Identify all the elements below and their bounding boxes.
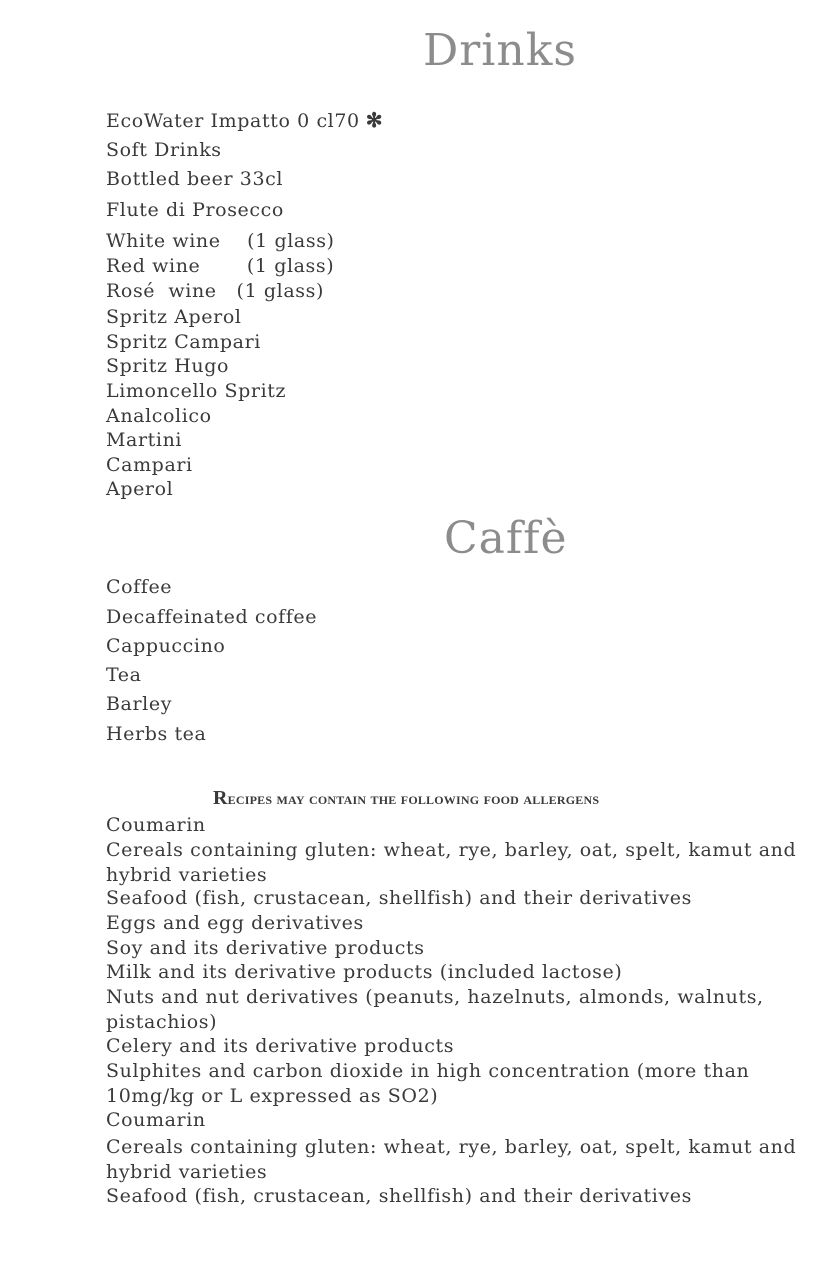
- drink-item: Campari: [106, 454, 193, 476]
- drink-item: Bottled beer 33cl: [106, 168, 284, 190]
- drink-item: Spritz Hugo: [106, 355, 230, 377]
- allergen-item: Sulphites and carbon dioxide in high concentration (more than 10mg/kg or L expressed as SO2): [106, 1060, 750, 1107]
- caffe-item: Decaffeinated coffee: [106, 606, 318, 628]
- allergen-item: Coumarin: [106, 814, 206, 836]
- allergens-heading-rest: ecipes may contain the following food allergens: [227, 789, 600, 808]
- drink-item: [106, 108, 383, 133]
- drink-item: Martini: [106, 429, 183, 451]
- caffe-item: Coffee: [106, 576, 173, 598]
- caffe-item: Herbs tea: [106, 723, 207, 745]
- caffe-item: Tea: [106, 664, 142, 686]
- drink-item: Soft Drinks: [106, 139, 222, 161]
- allergen-item: Milk and its derivative products (included lactose): [106, 961, 623, 983]
- allergen-item: Seafood (fish, crustacean, shellfish) and their derivatives: [106, 887, 692, 909]
- allergen-item: Celery and its derivative products: [106, 1035, 455, 1057]
- asterisk-icon: ✻: [365, 108, 384, 132]
- allergen-item: Eggs and egg derivatives: [106, 912, 364, 934]
- drink-item: Aperol: [106, 478, 174, 500]
- allergen-item: Cereals containing gluten: wheat, rye, barley, oat, spelt, kamut and hybrid varieties: [106, 839, 797, 886]
- caffe-section-title: Caffè: [444, 513, 568, 564]
- allergen-item: Coumarin: [106, 1109, 206, 1131]
- drink-item: Rosé wine (1 glass): [106, 280, 324, 302]
- caffe-item: Barley: [106, 693, 173, 715]
- allergen-item: Nuts and nut derivatives (peanuts, hazelnuts, almonds, walnuts, pistachios): [106, 986, 764, 1033]
- allergen-item: Cereals containing gluten: wheat, rye, barley, oat, spelt, kamut and hybrid varieties: [106, 1136, 797, 1183]
- drink-item: Flute di Prosecco: [106, 199, 284, 221]
- allergens-heading-initial: R: [213, 787, 228, 809]
- allergen-item: Seafood (fish, crustacean, shellfish) and their derivatives: [106, 1185, 692, 1207]
- drink-item: Spritz Aperol: [106, 306, 242, 328]
- drink-item-label: EcoWater Impatto 0 cl70: [106, 110, 360, 132]
- drink-item: White wine (1 glass): [106, 230, 335, 252]
- drink-item: Red wine (1 glass): [106, 255, 335, 277]
- caffe-item: Cappuccino: [106, 635, 226, 657]
- allergen-item: Soy and its derivative products: [106, 937, 425, 959]
- drinks-section-title: Drinks: [423, 25, 577, 76]
- drink-item: Analcolico: [106, 405, 212, 427]
- allergens-heading: [213, 787, 599, 810]
- drink-item: Limoncello Spritz: [106, 380, 287, 402]
- drink-item: Spritz Campari: [106, 331, 261, 353]
